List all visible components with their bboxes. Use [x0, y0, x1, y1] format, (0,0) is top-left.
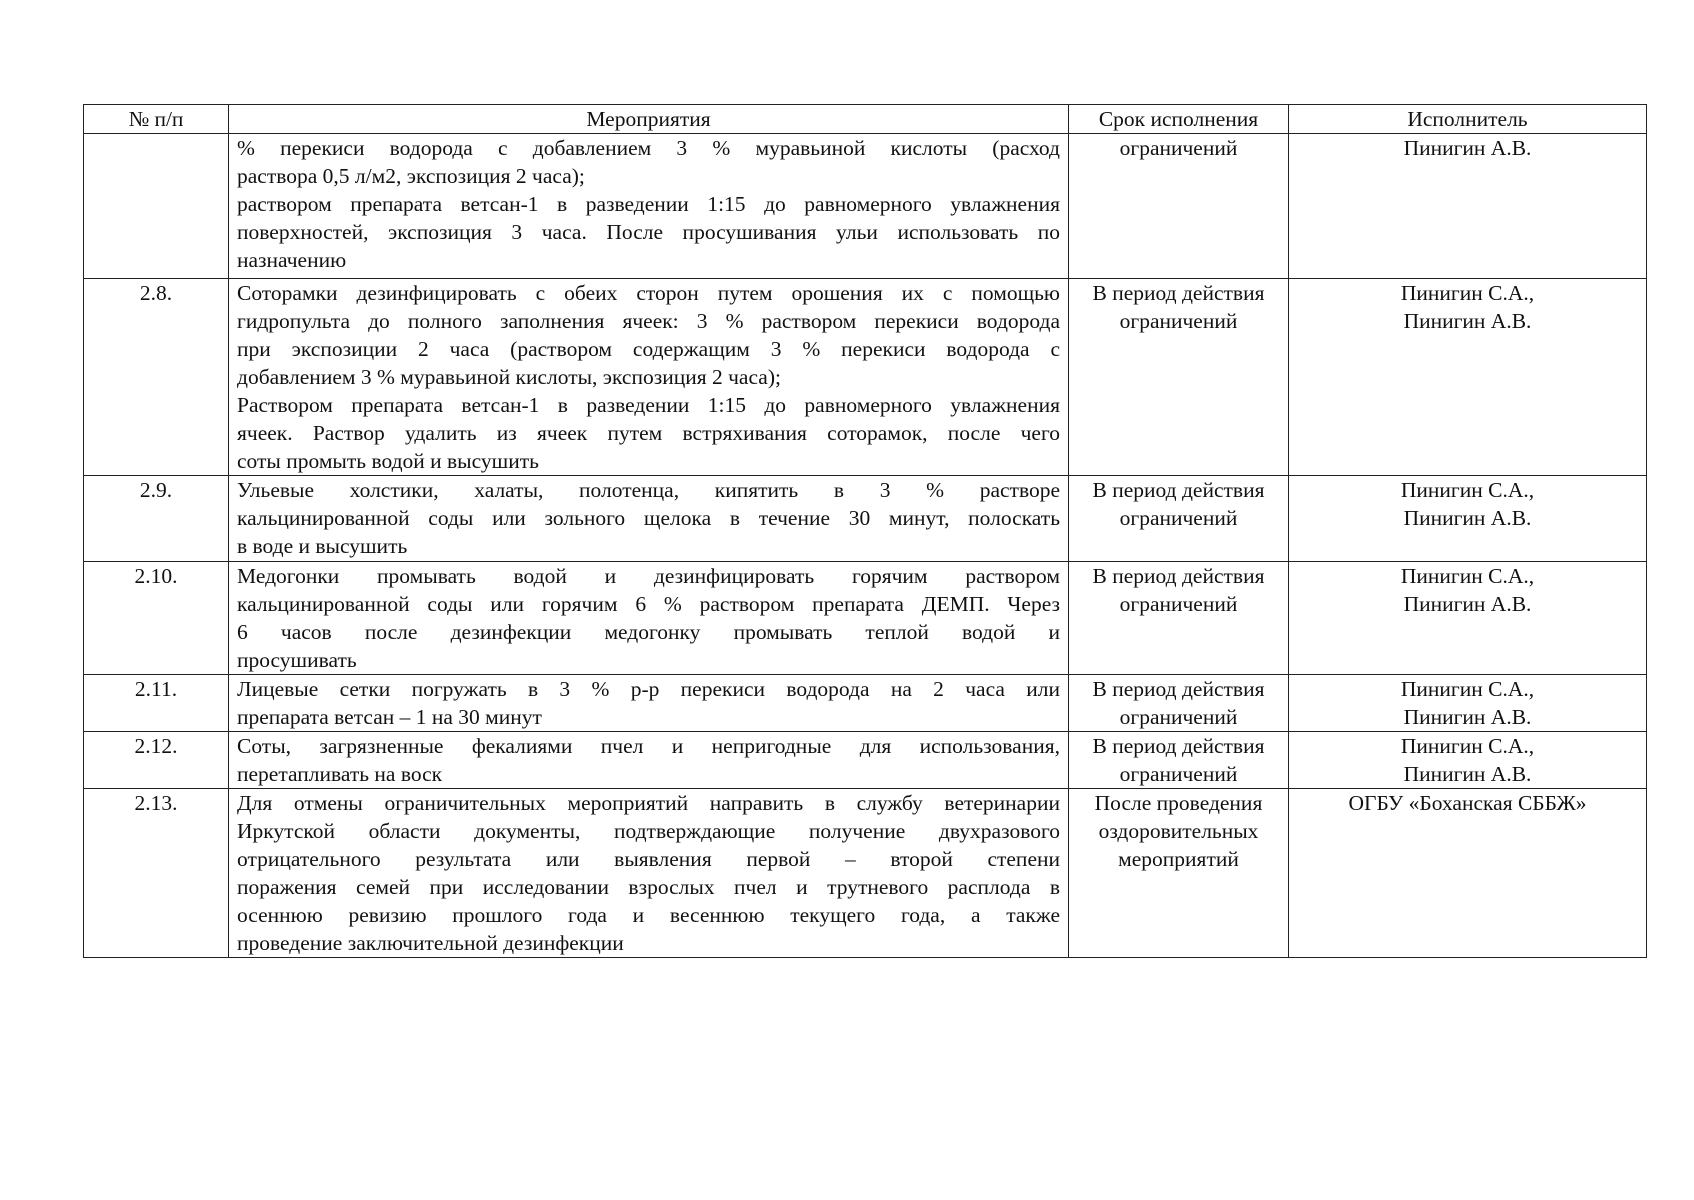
event-line: Лицевые сетки погружать в 3 % р-р перекиси водорода на 2 часа или	[237, 677, 1060, 701]
event-line: поражения семей при исследовании взрослых пчел и трутневого расплода в	[237, 875, 1060, 899]
event-line: проведение заключительной дезинфекции	[237, 931, 624, 955]
executor-line: Пинигин А.В.	[1403, 506, 1532, 530]
executor-line: Пинигин С.А.,	[1400, 281, 1535, 305]
deadline-line: ограничений	[1119, 309, 1238, 333]
executor-line: Пинигин А.В.	[1403, 705, 1532, 729]
table-header-row	[84, 105, 1647, 134]
executor-line: Пинигин С.А.,	[1400, 564, 1535, 588]
row-executor	[1289, 675, 1647, 732]
event-line: Ульевые холстики, халаты, полотенца, кипятить в 3 % растворе	[237, 478, 1060, 502]
table-row	[84, 732, 1647, 789]
table-row	[84, 675, 1647, 732]
deadline-line: мероприятий	[1118, 847, 1239, 871]
row-executor	[1289, 134, 1647, 279]
deadline-line: После проведения	[1094, 791, 1263, 815]
table-row	[84, 279, 1647, 476]
row-deadline	[1069, 476, 1289, 562]
row-num: 2.9.	[84, 476, 229, 562]
deadline-line: В период действия	[1092, 281, 1265, 305]
row-event	[229, 562, 1069, 675]
row-executor	[1289, 562, 1647, 675]
executor-line: ОГБУ «Боханская СББЖ»	[1348, 791, 1587, 815]
row-num: 2.11.	[84, 675, 229, 732]
event-line: препарата ветсан – 1 на 30 минут	[237, 705, 542, 729]
deadline-line: В период действия	[1092, 478, 1265, 502]
header-num: № п/п	[84, 105, 229, 134]
deadline-line: В период действия	[1092, 564, 1265, 588]
executor-line: Пинигин А.В.	[1403, 762, 1532, 786]
event-line: назначению	[237, 248, 347, 272]
row-deadline	[1069, 134, 1289, 279]
row-num	[84, 134, 229, 279]
event-line: раствором препарата ветсан-1 в разведении 1:15 до равномерного увлажнения	[237, 192, 1060, 216]
event-line: ячеек. Раствор удалить из ячеек путем встряхивания соторамок, после чего	[237, 421, 1060, 445]
deadline-line: оздоровительных	[1098, 819, 1259, 843]
row-deadline	[1069, 279, 1289, 476]
deadline-line: ограничений	[1119, 705, 1238, 729]
event-line: поверхностей, экспозиция 3 часа. После просушивания ульи использовать по	[237, 220, 1060, 244]
row-num: 2.10.	[84, 562, 229, 675]
executor-line: Пинигин А.В.	[1403, 309, 1532, 333]
row-event	[229, 279, 1069, 476]
executor-line: Пинигин А.В.	[1403, 592, 1532, 616]
deadline-line: ограничений	[1119, 592, 1238, 616]
event-line: Иркутской области документы, подтверждающие получение двухразового	[237, 819, 1060, 843]
executor-line: Пинигин С.А.,	[1400, 478, 1535, 502]
row-executor	[1289, 279, 1647, 476]
event-line: Соты, загрязненные фекалиями пчел и непригодные для использования,	[237, 734, 1060, 758]
event-line: Для отмены ограничительных мероприятий направить в службу ветеринарии	[237, 791, 1060, 815]
deadline-line: В период действия	[1092, 677, 1265, 701]
header-executor: Исполнитель	[1289, 105, 1647, 134]
table-row	[84, 789, 1647, 958]
event-line: соты промыть водой и высушить	[237, 449, 539, 473]
row-deadline	[1069, 562, 1289, 675]
row-num: 2.12.	[84, 732, 229, 789]
deadline-line: ограничений	[1119, 136, 1238, 160]
event-line: в воде и высушить	[237, 534, 408, 558]
header-event: Мероприятия	[229, 105, 1069, 134]
row-event	[229, 476, 1069, 562]
event-line: кальцинированной соды или горячим 6 % раствором препарата ДЕМП. Через	[237, 592, 1060, 616]
event-line: Соторамки дезинфицировать с обеих сторон путем орошения их с помощью	[237, 281, 1060, 305]
header-deadline: Срок исполнения	[1069, 105, 1289, 134]
row-event	[229, 732, 1069, 789]
row-num: 2.8.	[84, 279, 229, 476]
event-line: добавлением 3 % муравьиной кислоты, экспозиция 2 часа);	[237, 365, 781, 389]
measures-table	[83, 104, 1647, 958]
event-line: раствора 0,5 л/м2, экспозиция 2 часа);	[237, 164, 585, 188]
event-line: отрицательного результата или выявления первой – второй степени	[237, 847, 1060, 871]
deadline-line: ограничений	[1119, 762, 1238, 786]
row-executor	[1289, 789, 1647, 958]
event-line: осеннюю ревизию прошлого года и весеннюю текущего года, а также	[237, 903, 1060, 927]
row-executor	[1289, 476, 1647, 562]
executor-line: Пинигин С.А.,	[1400, 677, 1535, 701]
row-event	[229, 789, 1069, 958]
row-event	[229, 675, 1069, 732]
row-num: 2.13.	[84, 789, 229, 958]
deadline-line: В период действия	[1092, 734, 1265, 758]
event-line: перетапливать на воск	[237, 762, 443, 786]
event-line: при экспозиции 2 часа (раствором содержащим 3 % перекиси водорода с	[237, 337, 1060, 361]
executor-line: Пинигин А.В.	[1403, 136, 1532, 160]
event-line: Раствором препарата ветсан-1 в разведении 1:15 до равномерного увлажнения	[237, 393, 1060, 417]
row-executor	[1289, 732, 1647, 789]
event-line: Медогонки промывать водой и дезинфицировать горячим раствором	[237, 564, 1060, 588]
deadline-line: ограничений	[1119, 506, 1238, 530]
event-line: просушивать	[237, 648, 357, 672]
event-line: 6 часов после дезинфекции медогонку промывать теплой водой и	[237, 620, 1060, 644]
event-line: % перекиси водорода с добавлением 3 % муравьиной кислоты (расход	[237, 136, 1060, 160]
event-line: гидропульта до полного заполнения ячеек: 3 % раствором перекиси водорода	[237, 309, 1060, 333]
table-row	[84, 476, 1647, 562]
row-deadline	[1069, 675, 1289, 732]
table-row	[84, 134, 1647, 279]
row-event	[229, 134, 1069, 279]
event-line: кальцинированной соды или зольного щелока в течение 30 минут, полоскать	[237, 506, 1060, 530]
executor-line: Пинигин С.А.,	[1400, 734, 1535, 758]
row-deadline	[1069, 789, 1289, 958]
row-deadline	[1069, 732, 1289, 789]
table-row	[84, 562, 1647, 675]
